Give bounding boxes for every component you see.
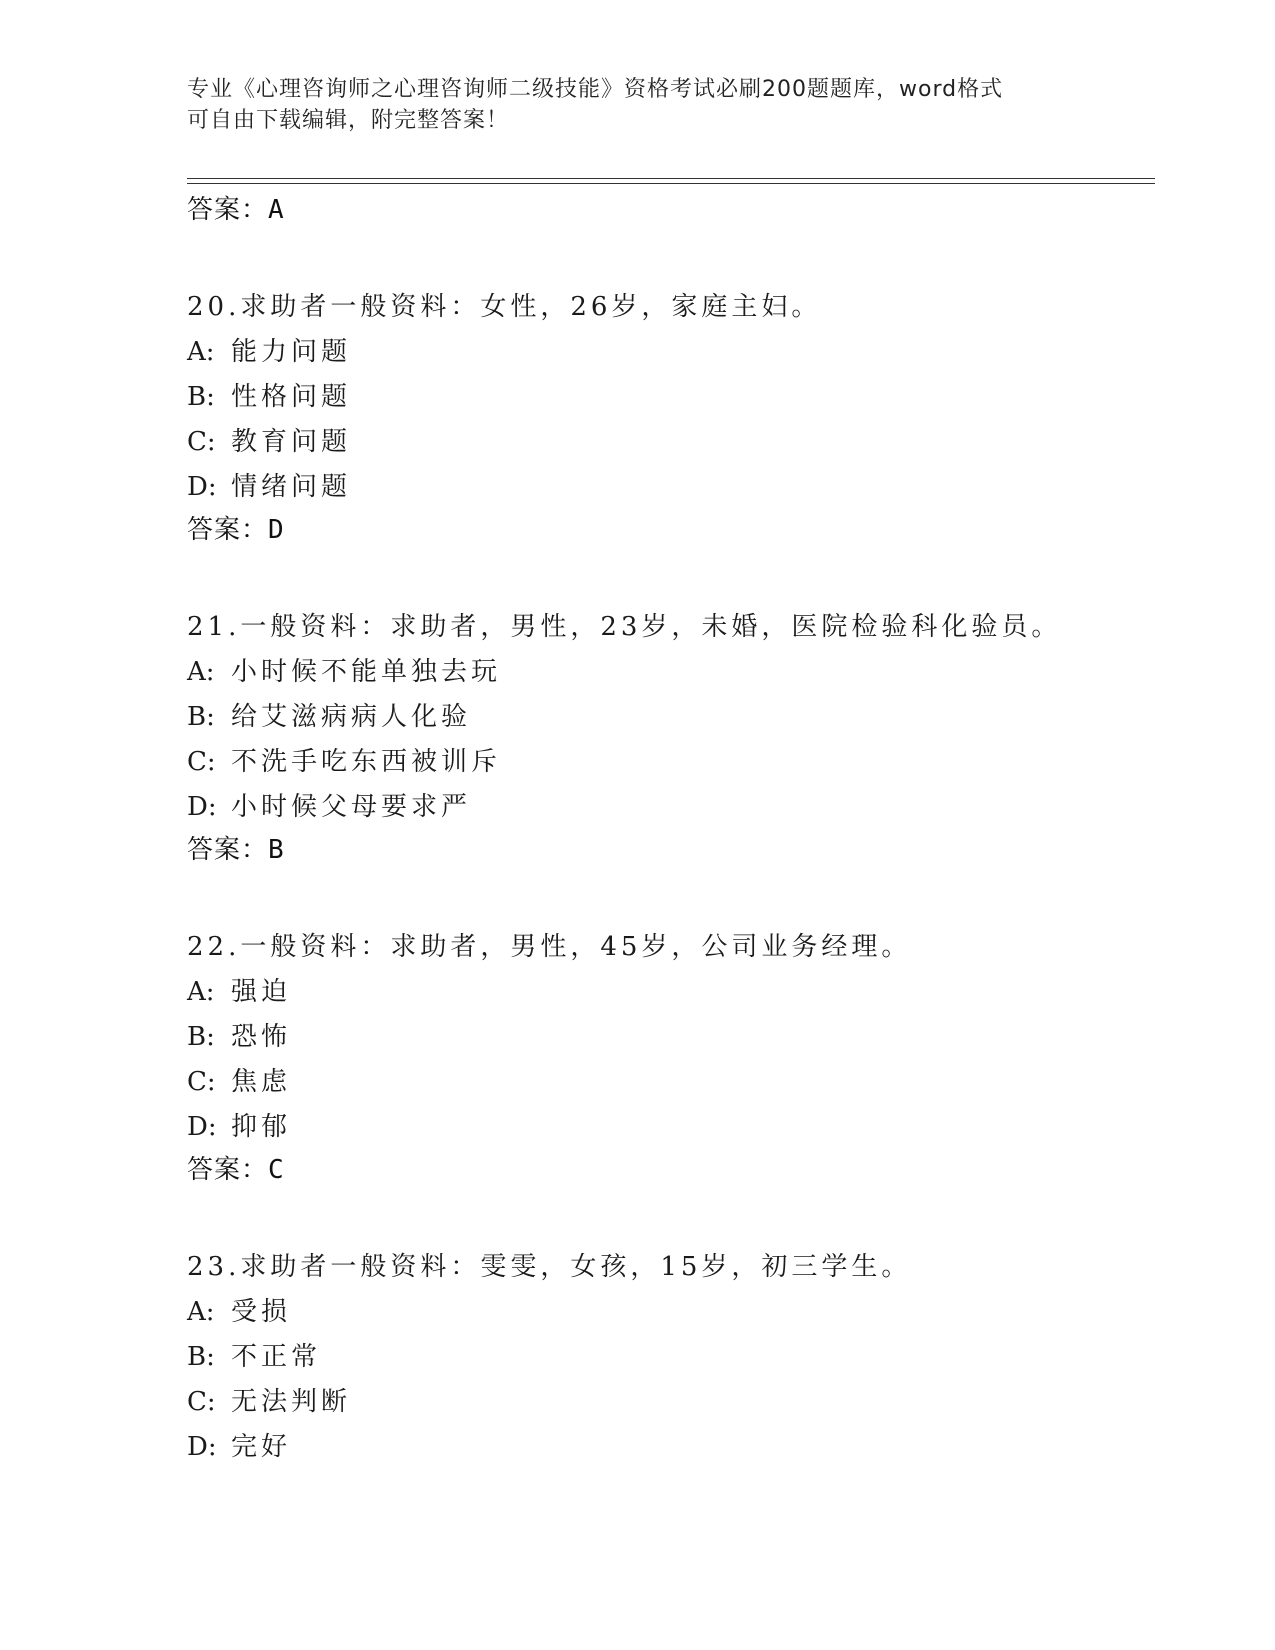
option-text: 性格问题 [231, 382, 352, 412]
option-letter: A: [187, 977, 215, 1007]
option-text: 不正常 [231, 1342, 322, 1372]
option-letter: D: [187, 472, 217, 502]
question-list [187, 190, 1155, 1470]
answer-value: D [268, 515, 285, 545]
option-letter: C: [187, 1387, 216, 1417]
page-header [187, 74, 1087, 136]
option-letter: C: [187, 1067, 216, 1097]
header-title-line-1: 专业《心理咨询师之心理咨询师二级技能》资格考试必刷200题题库，word格式 [187, 77, 1004, 102]
option-letter: B: [187, 382, 215, 412]
option-letter: A: [187, 1297, 215, 1327]
option-text: 不洗手吃东西被训斥 [231, 747, 502, 777]
option-letter: C: [187, 427, 216, 457]
option-c [187, 1380, 1155, 1425]
answer-line [187, 1150, 1155, 1190]
option-text: 焦虑 [231, 1067, 292, 1097]
question-stem: 21.一般资料：求助者，男性，23岁，未婚，医院检验科化验员。 [187, 612, 1062, 642]
option-text: 抑郁 [231, 1112, 292, 1142]
option-letter: D: [187, 792, 217, 822]
option-d [187, 1105, 1155, 1150]
option-text: 给艾滋病病人化验 [231, 702, 472, 732]
option-text: 强迫 [231, 977, 292, 1007]
answer-label: 答案： [187, 195, 269, 225]
option-text: 完好 [231, 1432, 292, 1462]
header-divider-bottom [187, 183, 1155, 184]
option-letter: D: [187, 1432, 217, 1462]
option-b [187, 1335, 1155, 1380]
option-letter: A: [187, 657, 215, 687]
option-b [187, 695, 1155, 740]
option-letter: B: [187, 1342, 215, 1372]
answer-label: 答案： [187, 515, 269, 545]
answer-value: B [268, 835, 285, 865]
option-text: 小时候不能单独去玩 [231, 657, 502, 687]
answer-value: C [268, 1155, 285, 1185]
option-text: 情绪问题 [231, 472, 352, 502]
option-letter: B: [187, 702, 215, 732]
option-a [187, 1290, 1155, 1335]
header-divider-top [187, 178, 1155, 179]
option-a [187, 650, 1155, 695]
option-text: 能力问题 [231, 337, 352, 367]
answer-line [187, 510, 1155, 550]
header-title-line-2: 可自由下载编辑，附完整答案！ [187, 108, 510, 133]
answer-value: A [268, 195, 285, 225]
option-text: 教育问题 [231, 427, 352, 457]
option-d [187, 1425, 1155, 1470]
option-c [187, 740, 1155, 785]
option-a [187, 330, 1155, 375]
option-d [187, 465, 1155, 510]
option-b [187, 375, 1155, 420]
option-text: 无法判断 [231, 1387, 352, 1417]
question-item [187, 605, 1155, 870]
option-text: 受损 [231, 1297, 292, 1327]
option-a [187, 970, 1155, 1015]
option-letter: B: [187, 1022, 215, 1052]
answer-line [187, 190, 1155, 230]
answer-label: 答案： [187, 1155, 269, 1185]
option-letter: A: [187, 337, 215, 367]
question-stem: 22.一般资料：求助者，男性，45岁，公司业务经理。 [187, 932, 912, 962]
option-d [187, 785, 1155, 830]
option-text: 恐怖 [231, 1022, 292, 1052]
option-letter: D: [187, 1112, 217, 1142]
question-item [187, 285, 1155, 550]
option-text: 小时候父母要求严 [231, 792, 472, 822]
answer-label: 答案： [187, 835, 269, 865]
option-b [187, 1015, 1155, 1060]
answer-line [187, 830, 1155, 870]
option-c [187, 420, 1155, 465]
question-item [187, 925, 1155, 1190]
option-letter: C: [187, 747, 216, 777]
question-stem: 23.求助者一般资料：雯雯，女孩，15岁，初三学生。 [187, 1252, 912, 1282]
option-c [187, 1060, 1155, 1105]
question-stem: 20.求助者一般资料：女性，26岁，家庭主妇。 [187, 292, 822, 322]
question-item [187, 1245, 1155, 1470]
